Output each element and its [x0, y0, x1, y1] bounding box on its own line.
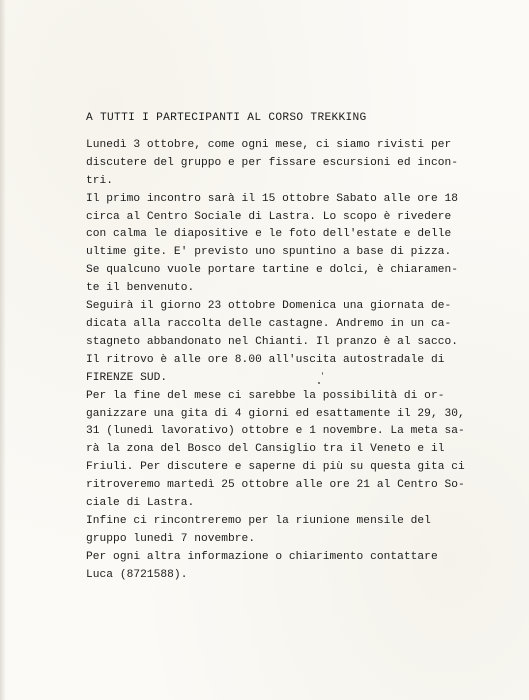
- letter-line: Il primo incontro sarà il 15 ottobre Sabato alle ore 18: [86, 192, 458, 205]
- letter-line: 31 (lunedì lavorativo) ottobre e 1 novembre. La meta sa-: [86, 425, 465, 438]
- letter-line: ganizzare una gita di 4 giorni ed esattamente il 29, 30,: [86, 407, 465, 420]
- letter-line: FIRENZE SUD.: [86, 371, 168, 384]
- letter-line: circa al Centro Sociale di Lastra. Lo scopo è rivedere: [86, 210, 452, 223]
- letter-line: Lunedì 3 ottobre, come ogni mese, ci siamo rivisti per: [86, 138, 452, 151]
- letter-body: [86, 137, 486, 585]
- letter-line: Per ogni altra informazione o chiarimento contattare: [86, 550, 438, 563]
- letter-line: dicata alla raccolta delle castagne. Andremo in un ca-: [86, 317, 452, 330]
- letter-line: rà la zona del Bosco del Cansiglio tra il Veneto e il: [86, 443, 445, 456]
- letter-line: stagneto abbandonato nel Chianti. Il pranzo è al sacco.: [86, 335, 458, 348]
- letter-line: Il ritrovo è alle ore 8.00 all'uscita autostradale di: [86, 353, 445, 366]
- letter-line: te il benvenuto.: [86, 282, 195, 295]
- letter-line: Seguirà il giorno 23 ottobre Domenica una giornata de-: [86, 300, 452, 313]
- letter-line: ritroveremo martedì 25 ottobre alle ore 21 al Centro So-: [86, 479, 465, 492]
- letter-line: ciale di Lastra.: [86, 497, 195, 510]
- letter-line: ultime gite. E' previsto uno spuntino a base di pizza.: [86, 246, 452, 259]
- letter-line: Infine ci rincontreremo per la riunione mensile del: [86, 514, 431, 527]
- typewritten-letter: [86, 110, 486, 585]
- letter-line: Friuli. Per discutere e saperne di più su questa gita ci: [86, 461, 465, 474]
- letter-line: discutere del gruppo e per fissare escursioni ed incon-: [86, 156, 458, 169]
- letter-line: Se qualcuno vuole portare tartine e dolci, è chiaramen-: [86, 264, 458, 277]
- paper-speck: [322, 372, 323, 375]
- letter-line: Per la fine del mese ci sarebbe la possibilità di or-: [86, 389, 445, 402]
- letter-line: Luca (8721588).: [86, 568, 188, 581]
- paper-edge-shadow: [0, 0, 6, 700]
- paper-speck: [318, 382, 320, 384]
- letter-heading: A TUTTI I PARTECIPANTI AL CORSO TREKKING: [86, 112, 367, 124]
- letter-line: tri.: [86, 174, 114, 187]
- letter-line: con calma le diapositive e le foto dell'estate e delle: [86, 228, 452, 241]
- letter-line: gruppo lunedì 7 novembre.: [86, 532, 256, 545]
